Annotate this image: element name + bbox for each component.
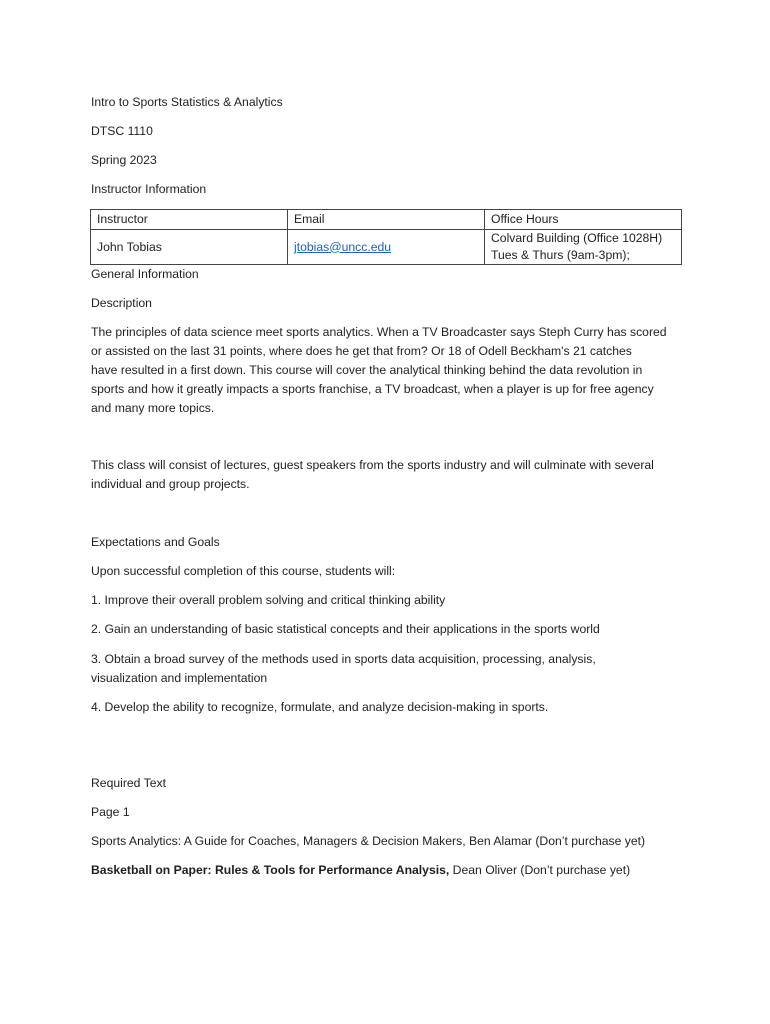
description-paragraph (91, 323, 691, 418)
paragraph-line: This class will consist of lectures, guest speakers from the sports industry and will culminate with several (91, 458, 654, 472)
course-code: DTSC 1110 (91, 124, 153, 138)
header-office-hours: Office Hours (485, 210, 682, 230)
office-hours-line: Colvard Building (Office 1028H) (491, 231, 663, 245)
paragraph-line: or assisted on the last 31 points, where does he get that from? Or 18 of Odell Beckham's 21 catches (91, 344, 632, 358)
email-link[interactable]: jtobias@uncc.edu (294, 239, 392, 254)
instructor-name: John Tobias (91, 230, 288, 265)
goal-item: 4. Develop the ability to recognize, formulate, and analyze decision-making in sports. (91, 700, 549, 714)
book-entry: Sports Analytics: A Guide for Coaches, Managers & Decision Makers, Ben Alamar (Don’t purchase yet) (91, 834, 646, 848)
goal-item: 1. Improve their overall problem solving and critical thinking ability (91, 593, 446, 607)
required-text-heading: Required Text (91, 776, 166, 790)
instructor-table (90, 209, 682, 265)
expectations-heading: Expectations and Goals (91, 535, 220, 549)
instructor-info-heading: Instructor Information (91, 182, 207, 196)
class-format-paragraph (91, 456, 691, 494)
page-number: Page 1 (91, 805, 130, 819)
office-hours-cell (485, 230, 682, 265)
table-row (91, 230, 682, 265)
paragraph-line: and many more topics. (91, 401, 215, 415)
email-cell (288, 230, 485, 265)
course-term: Spring 2023 (91, 153, 157, 167)
header-instructor: Instructor (91, 210, 288, 230)
paragraph-line: sports and how it greatly impacts a sports franchise, a TV broadcast, when a player is up for free agency (91, 382, 654, 396)
paragraph-line: have resulted in a first down. This course will cover the analytical thinking behind the data revolution in (91, 363, 643, 377)
header-email: Email (288, 210, 485, 230)
book-author: Dean Oliver (Don’t purchase yet) (449, 863, 631, 877)
office-hours-line: Tues & Thurs (9am-3pm); (491, 248, 630, 262)
table-header-row (91, 210, 682, 230)
goal-line: visualization and implementation (91, 671, 268, 685)
description-heading: Description (91, 296, 152, 310)
paragraph-line: individual and group projects. (91, 477, 250, 491)
goal-item: 2. Gain an understanding of basic statistical concepts and their applications in the sports world (91, 622, 600, 636)
goal-line: 3. Obtain a broad survey of the methods used in sports data acquisition, processing, analysis, (91, 652, 596, 666)
course-title: Intro to Sports Statistics & Analytics (91, 95, 283, 109)
goal-item (91, 650, 691, 688)
general-info-heading: General Information (91, 267, 199, 281)
expectations-intro: Upon successful completion of this course, students will: (91, 564, 396, 578)
book-title: Basketball on Paper: Rules & Tools for Performance Analysis, (91, 863, 450, 877)
paragraph-line: The principles of data science meet sports analytics. When a TV Broadcaster says Steph Curry has scored (91, 325, 667, 339)
book-entry (91, 863, 630, 878)
